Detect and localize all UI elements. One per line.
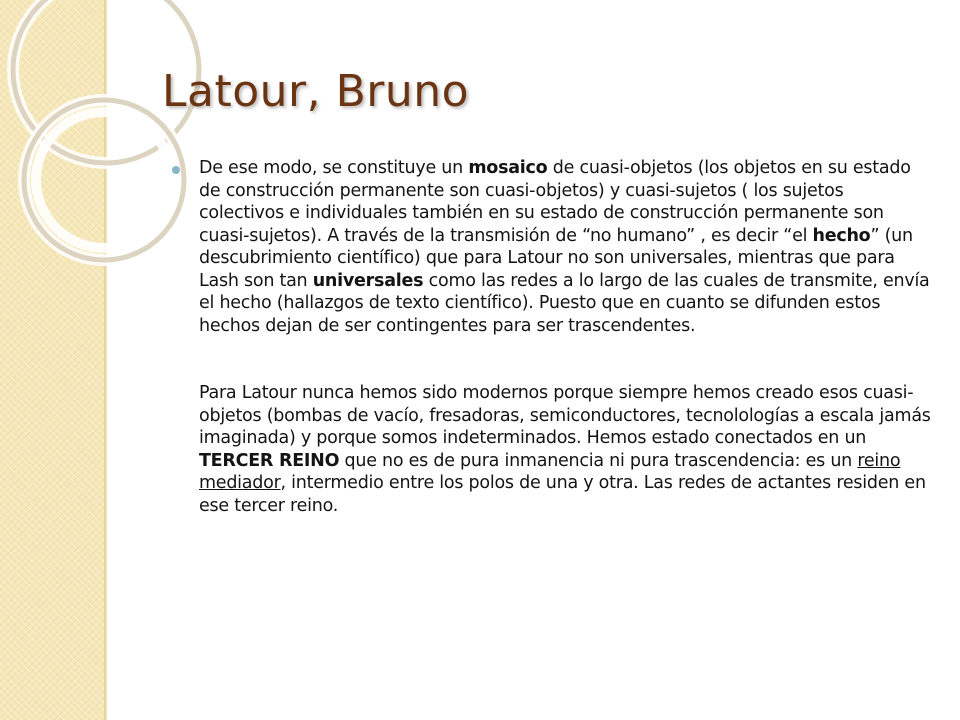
paragraph-1-text-1: De ese modo, se constituye un [199, 158, 469, 178]
paragraph-2-text-3: , intermedio entre los polos de una y otra. Las redes de actantes residen en ese tercer reino. [199, 473, 926, 516]
bold-term-mosaico: mosaico [468, 158, 548, 178]
slide-title: Latour, Bruno [162, 66, 470, 117]
bullet-item [172, 157, 932, 517]
underlined-term-reino-mediador: reino mediador [199, 450, 901, 493]
paragraph-1-text-2: de cuasi-objetos (los objetos en su estado de construcción permanente son cuasi-objetos) y cuasi-sujetos ( los sujetos colectivos e individuales también en su estado de construcción permanente son cuasi-sujetos). A través de la transmisión de “no humano” , es decir “el [199, 158, 911, 246]
bold-term-hecho: hecho [812, 225, 871, 246]
bold-term-universales: universales [312, 270, 424, 291]
paragraph-1-text-3: ” (un descubrimiento científico) que para Latour no son universales, mientras que para Lash son tan [199, 225, 913, 291]
paragraph-spacer [199, 337, 932, 382]
slide-body [172, 157, 932, 517]
bullet-dot-icon [172, 166, 180, 174]
paragraph-2-text-2: que no es de pura inmanencia ni pura trascendencia: es un [339, 450, 858, 471]
paragraph-tercer-reino [199, 382, 932, 517]
paragraph-2-text-1: Para Latour nunca hemos sido modernos porque siempre hemos creado esos cuasi-objetos (bombas de vacío, fresadoras, semiconductores, tecnolologías a escala jamás imaginada) y porque somos indeterminados. Hemos estado conectados en un [199, 383, 931, 448]
paragraph-mosaico [199, 157, 932, 337]
bold-term-tercer-reino: TERCER REINO [199, 450, 340, 471]
paragraph-1-text-4: como las redes a lo largo de las cuales de transmite, envía el hecho (hallazgos de texto científico). Puesto que en cuanto se difunden estos hechos dejan de ser contingentes para ser trascendentes. [199, 270, 930, 336]
